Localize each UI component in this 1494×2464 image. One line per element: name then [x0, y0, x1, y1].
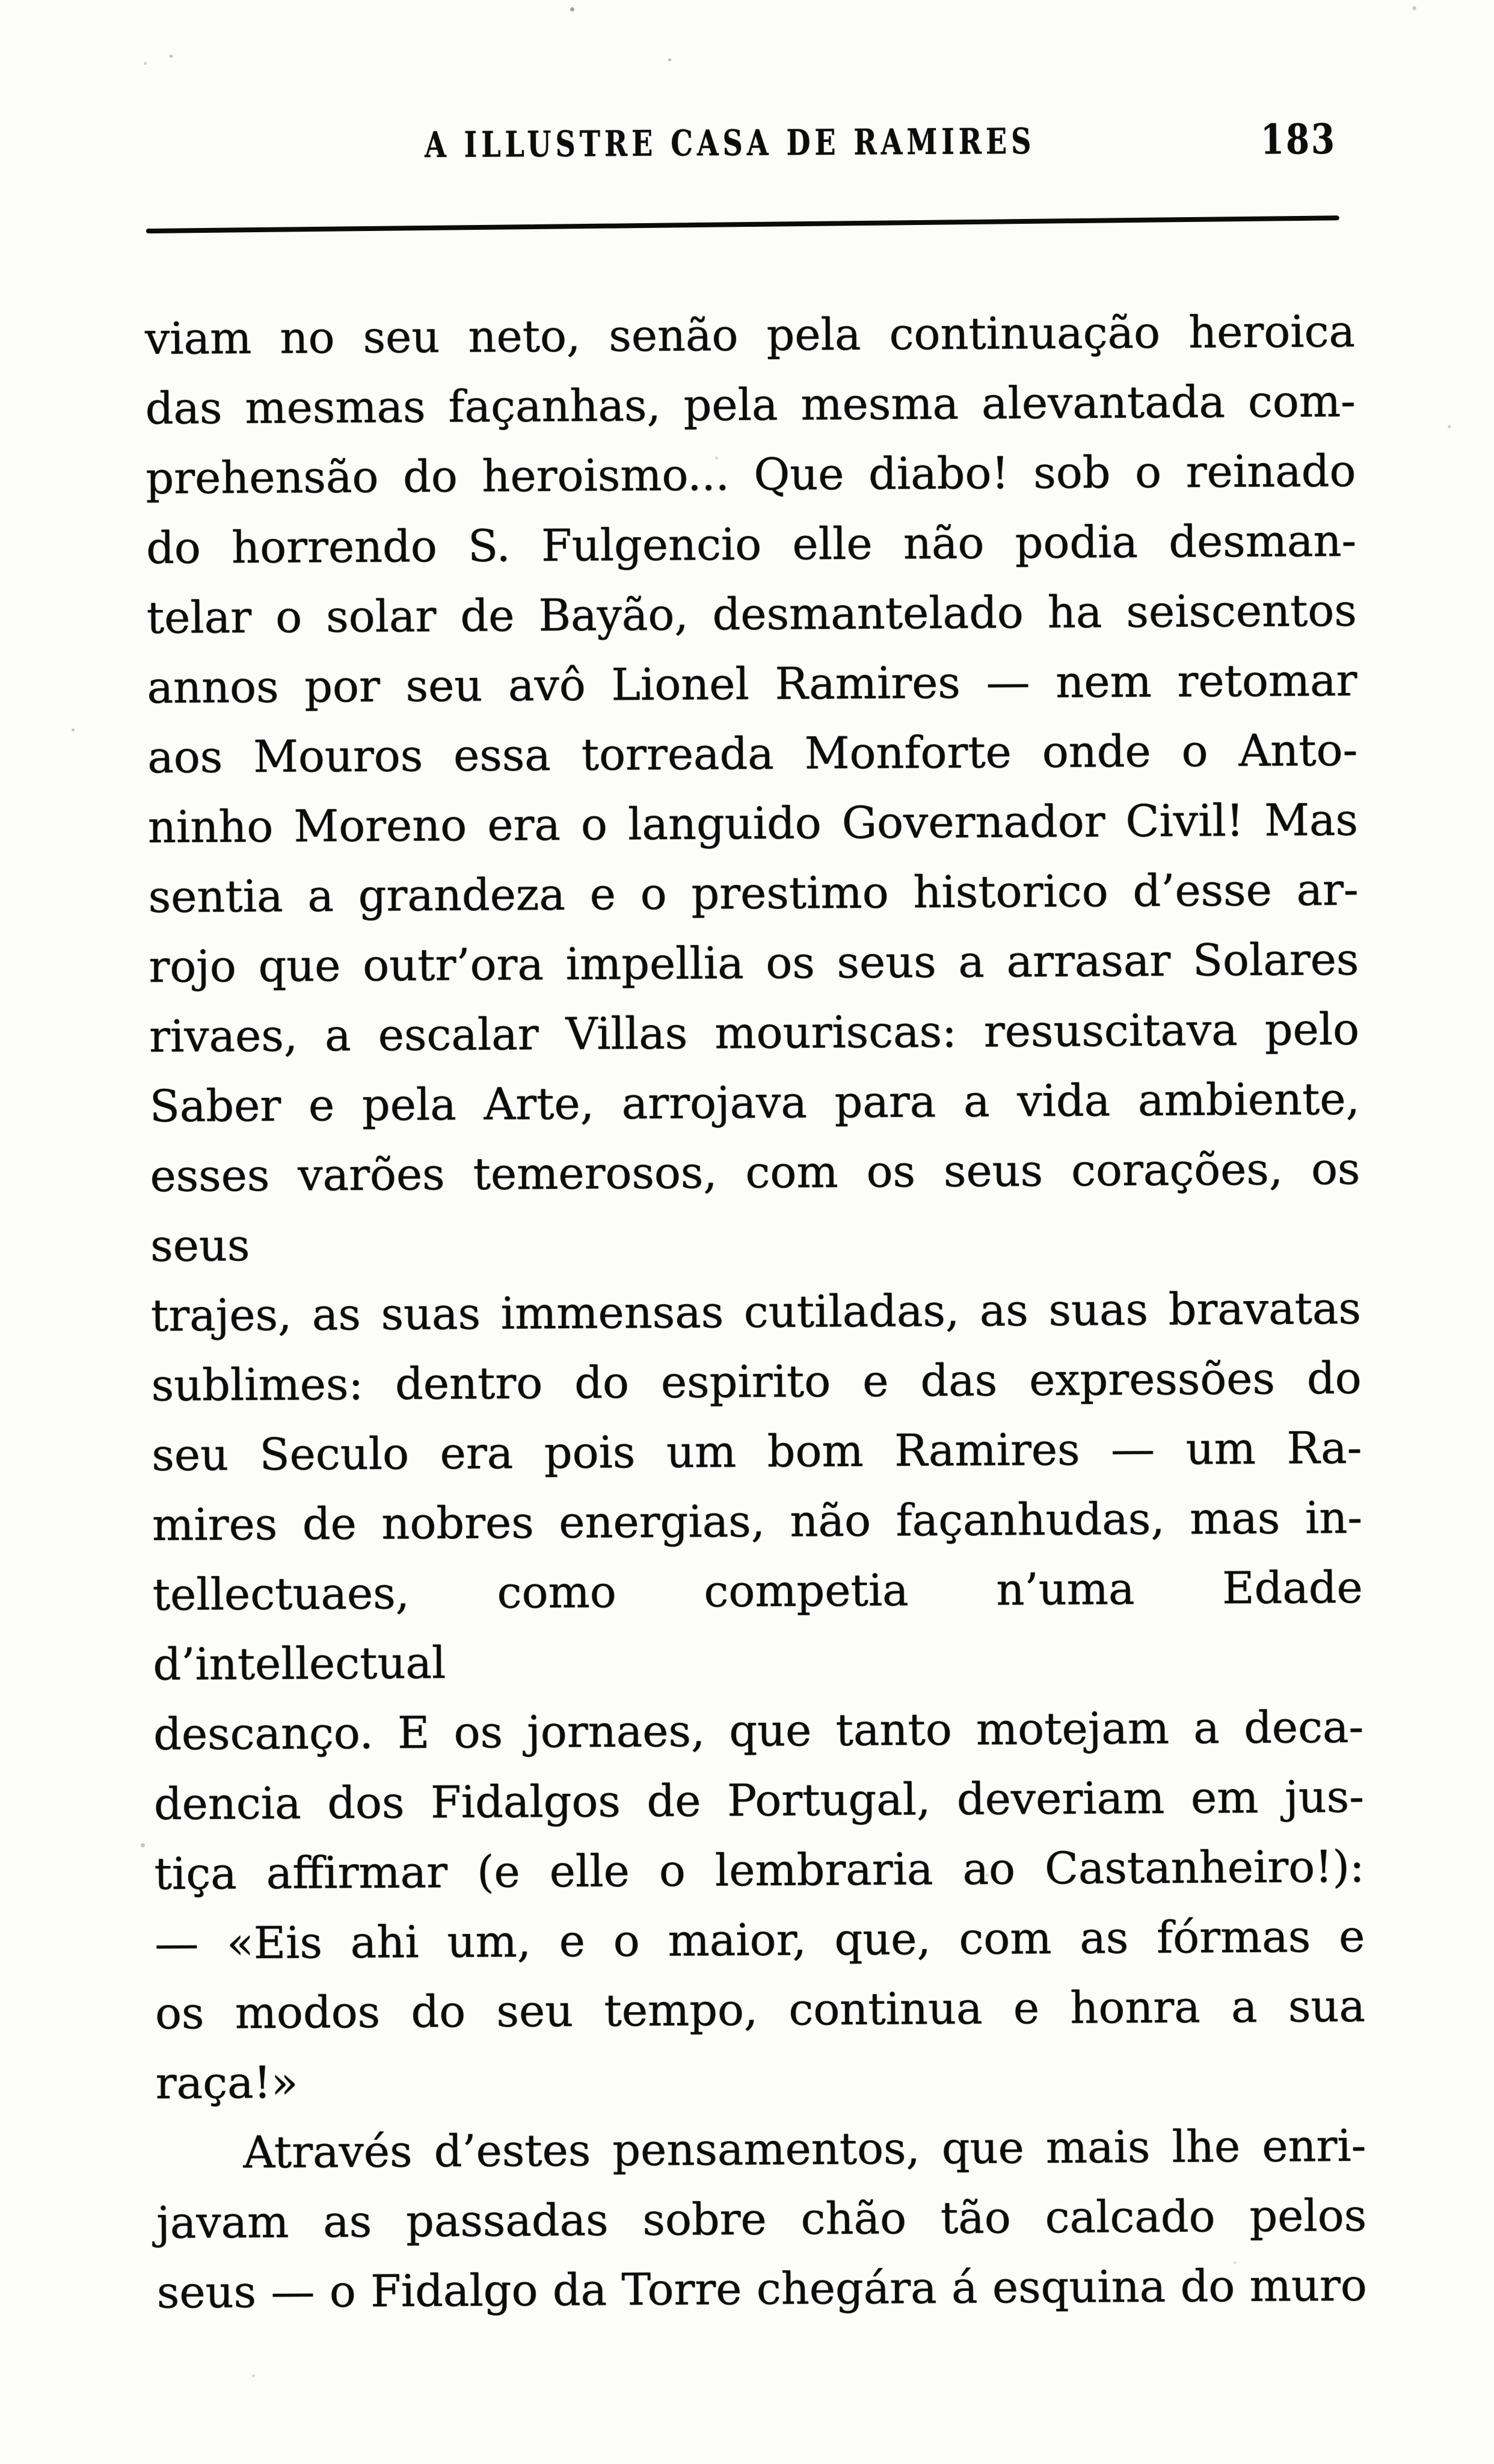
running-title: A ILLUSTRE CASA DE RAMIRES	[424, 120, 1036, 166]
text-line: mires de nobres energias, não façanhudas, mas in-	[152, 1492, 1363, 1551]
text-line: prehensão do heroismo... Que diabo! sob o reinado	[146, 445, 1356, 505]
header-rule	[146, 215, 1339, 233]
page-header	[146, 115, 1339, 167]
text-line: tiça affirmar (e elle o lembraria ao Castanheiro!):	[154, 1841, 1365, 1900]
text-line: — «Eis ahi um, e o maior, que, com as fórmas e	[154, 1911, 1365, 1970]
scan-noise	[0, 0, 2, 2]
text-line: Através d’estes pensamentos, que mais lhe enri-	[243, 2120, 1366, 2179]
text-line: das mesmas façanhas, pela mesma alevantada com-	[145, 375, 1356, 435]
text-line: annos por seu avô Lionel Ramires — nem retomar	[147, 654, 1357, 714]
text-line: seus — o Fidalgo da Torre chegára á esquina do muro	[156, 2259, 1367, 2319]
text-line: sentia a grandeza e o prestimo historico d’esse ar-	[148, 864, 1359, 923]
body-text	[145, 297, 1368, 2328]
text-line: Saber e pela Arte, arrojava para a vida ambiente,	[149, 1073, 1360, 1133]
text-line: telar o solar de Bayão, desmantelado ha seiscentos	[146, 585, 1357, 644]
text-line: tellectuaes, como competia n’uma Edade d’intellectual	[152, 1562, 1363, 1691]
text-line: aos Mouros essa torreada Monforte onde o Anto-	[147, 724, 1358, 784]
text-line: javam as passadas sobre chão tão calcado pelos	[156, 2190, 1367, 2249]
text-line: rivaes, a escalar Villas mouriscas: resuscitava pelo	[149, 1003, 1360, 1063]
text-line: rojo que outr’ora impellia os seus a arrasar Solares	[149, 934, 1359, 993]
text-line: seu Seculo era pois um bom Ramires — um Ra-	[151, 1422, 1362, 1482]
text-line: sublimes: dentro do espirito e das expressões do	[151, 1352, 1362, 1412]
text-line: descanço. E os jornaes, que tanto motejam a deca-	[153, 1701, 1364, 1761]
text-line: dencia dos Fidalgos de Portugal, deveriam em jus-	[153, 1771, 1365, 1831]
text-line: ninho Moreno era o languido Governador Civil! Mas	[147, 794, 1359, 854]
text-line: os modos do seu tempo, continua e honra a sua	[155, 1980, 1366, 2040]
text-line: esses varões temerosos, com os seus corações, os seus	[150, 1143, 1360, 1272]
text-line: raça!»	[155, 2057, 298, 2110]
text-line: trajes, as suas immensas cutiladas, as suas bravatas	[150, 1283, 1362, 1342]
text-line: viam no seu neto, senão pela continuação heroica	[144, 306, 1356, 365]
text-line: do horrendo S. Fulgencio elle não podia desman-	[146, 515, 1357, 574]
page-number: 183	[1260, 115, 1337, 164]
